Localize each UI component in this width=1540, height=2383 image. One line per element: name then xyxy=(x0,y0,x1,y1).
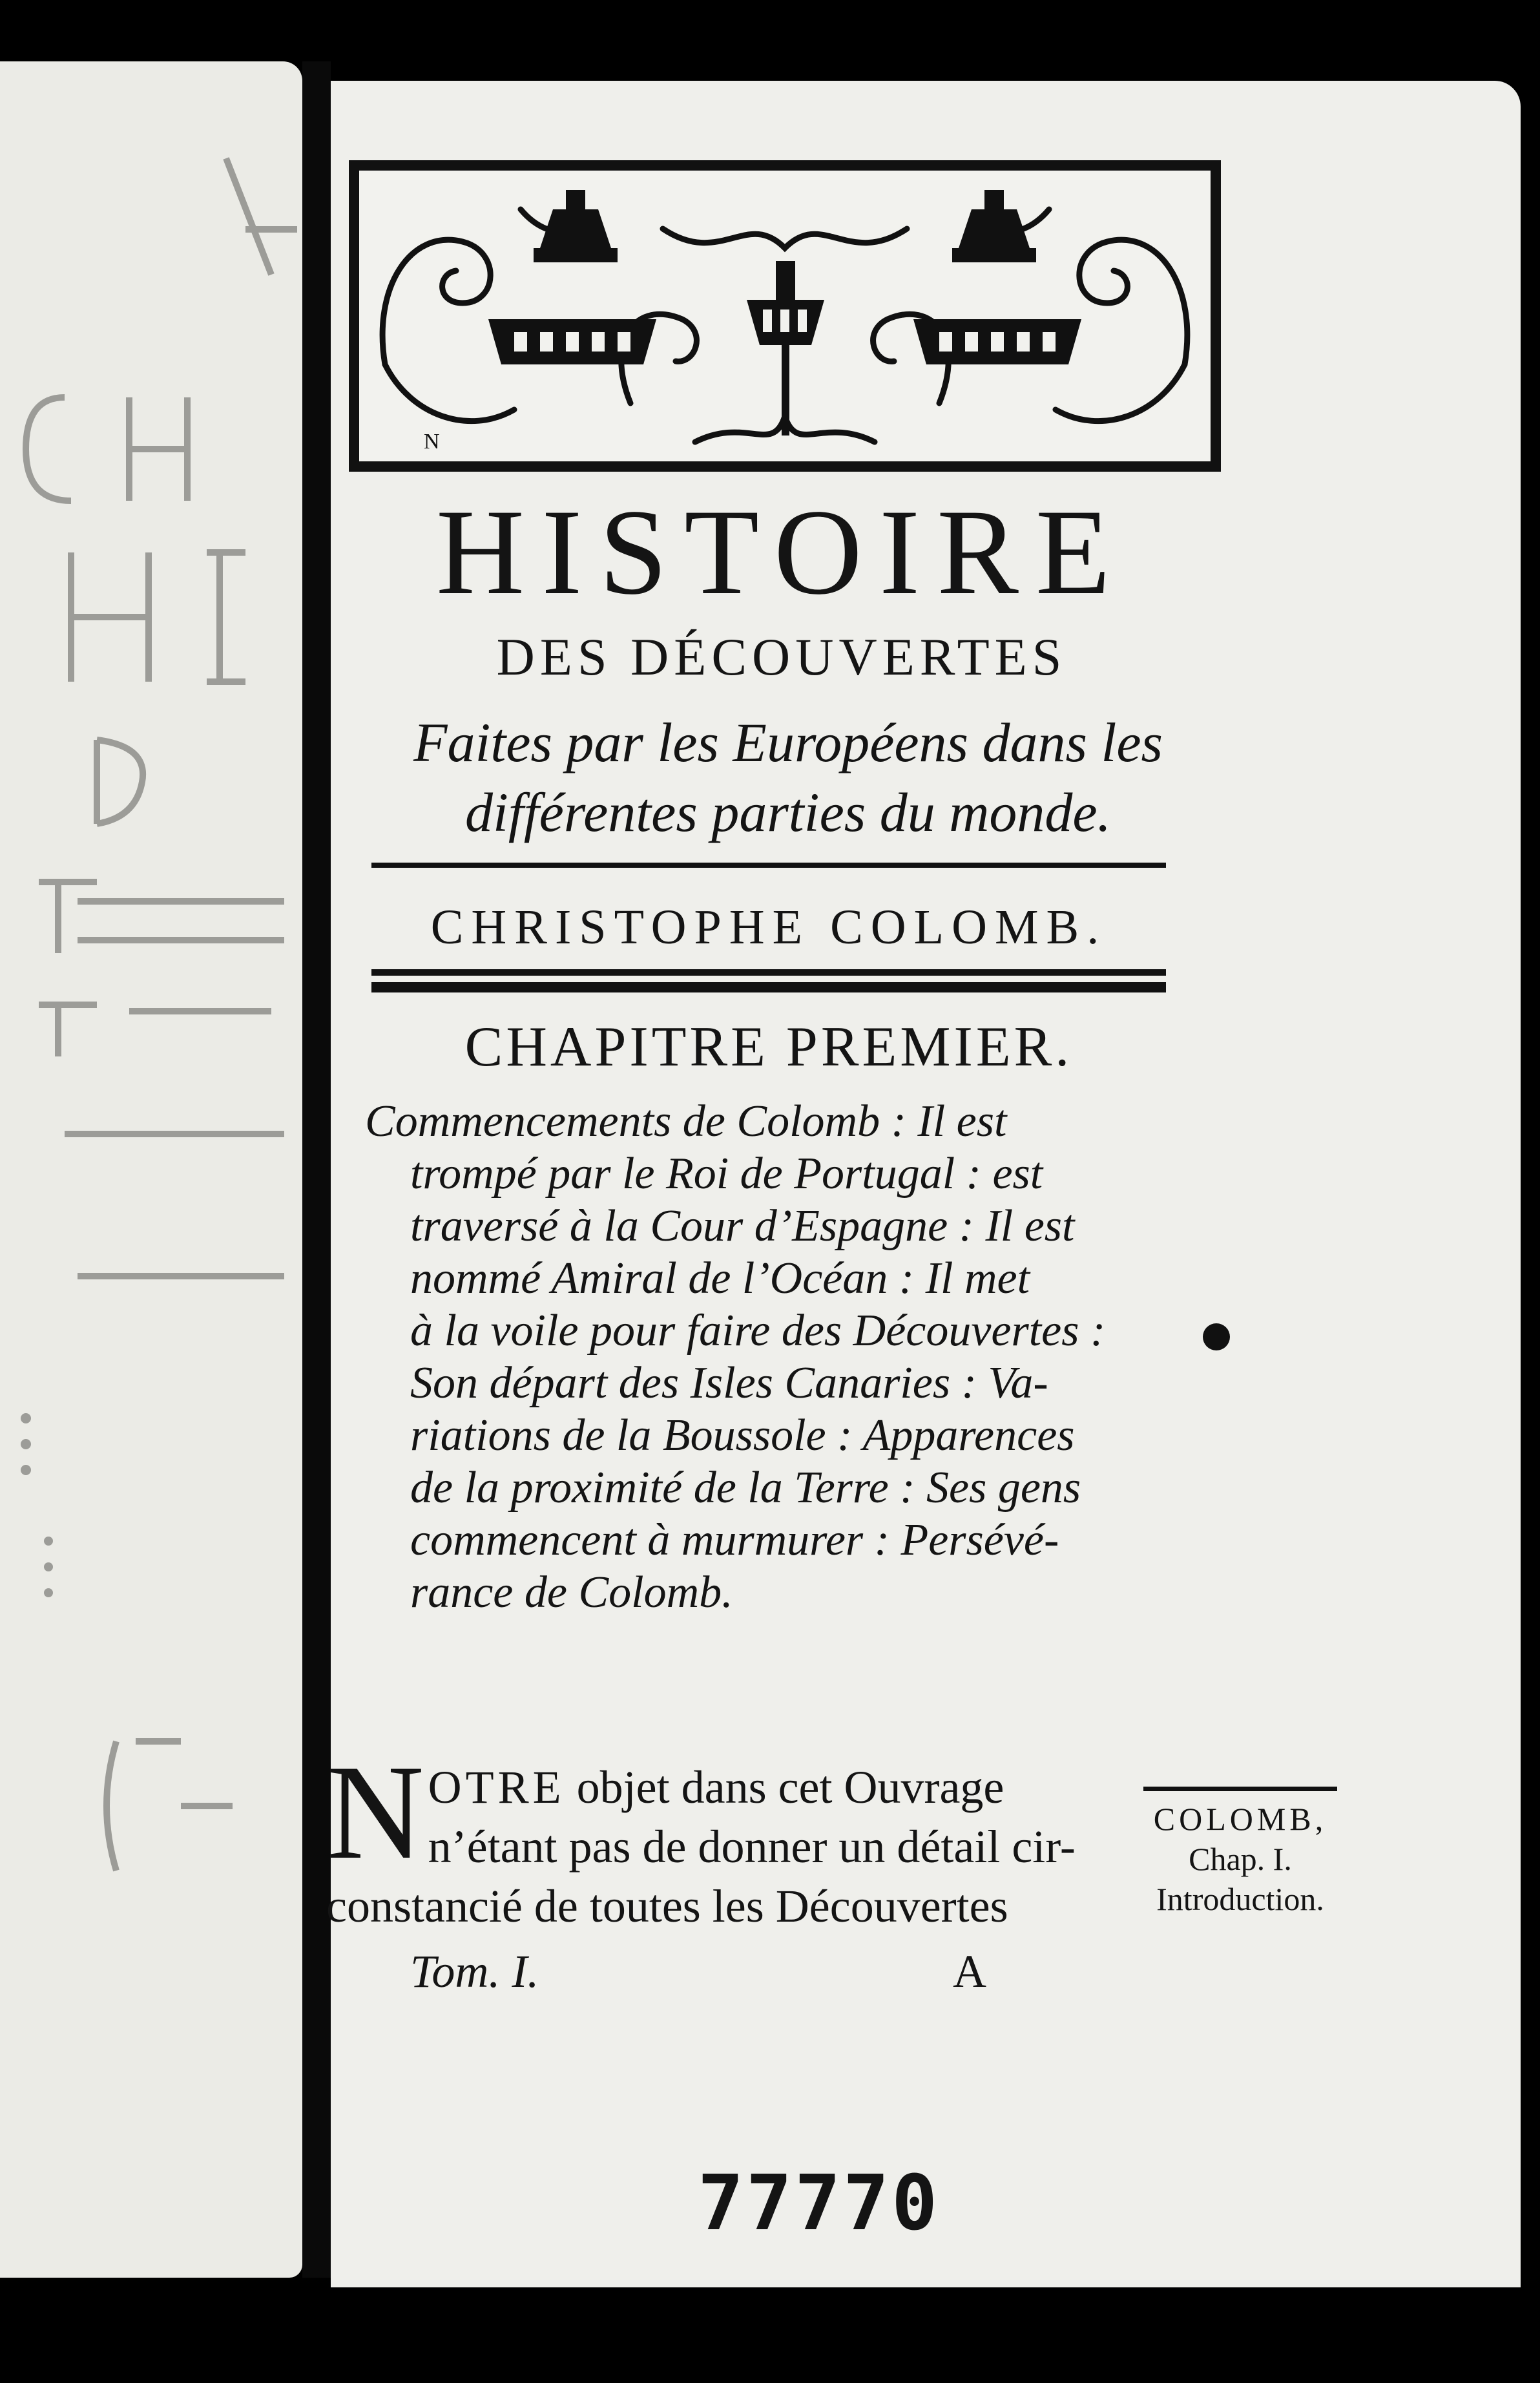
book-subtitle: DES DÉCOUVERTES xyxy=(496,627,1067,686)
left-facing-page xyxy=(0,61,302,2278)
rule-double-2 xyxy=(371,982,1166,992)
chapter-heading: CHAPITRE PREMIER. xyxy=(464,1016,1073,1078)
library-stamp-number: 77770 xyxy=(698,2158,941,2247)
rule-double-1 xyxy=(371,969,1166,976)
italic-subtitle-line-2: différentes parties du monde. xyxy=(464,781,1111,843)
ornamental-headpiece xyxy=(349,160,1221,472)
summary-line: riations de la Boussole : Apparences xyxy=(410,1411,1075,1460)
signature-mark: A xyxy=(953,1946,986,1997)
left-page-bleedthrough xyxy=(0,61,302,2278)
rule-top xyxy=(371,863,1166,868)
book-title: HISTOIRE xyxy=(435,485,1128,620)
summary-line: commencent à murmurer : Persévé- xyxy=(410,1515,1059,1565)
margin-note-line-2: Chap. I. xyxy=(1189,1841,1292,1877)
summary-line: Son départ des Isles Canaries : Va- xyxy=(410,1358,1048,1408)
summary-line: à la voile pour faire des Découvertes : xyxy=(410,1306,1106,1356)
margin-note-line-1: COLOMB, xyxy=(1153,1801,1327,1837)
body-smallcaps: OTRE xyxy=(428,1761,565,1813)
body-line-1-rest: objet dans cet Ouvrage xyxy=(565,1761,1004,1813)
body-line-3: constancié de toutes les Découvertes xyxy=(326,1880,1008,1932)
subject-name: CHRISTOPHE COLOMB. xyxy=(430,900,1107,954)
margin-note-rule xyxy=(1143,1787,1337,1791)
ornament-signature: N xyxy=(424,430,440,454)
body-line-2: n’étant pas de donner un détail cir- xyxy=(428,1821,1076,1873)
summary-line: traversé à la Cour d’Espagne : Il est xyxy=(410,1201,1075,1251)
body-text xyxy=(326,1737,1127,1936)
summary-line: de la proximité de la Terre : Ses gens xyxy=(410,1463,1081,1513)
summary-line: rance de Colomb. xyxy=(410,1568,733,1617)
volume-number: Tom. I. xyxy=(410,1946,539,1997)
book-italic-subtitle xyxy=(368,708,1208,847)
summary-line: Commencements de Colomb : Il est xyxy=(365,1097,1007,1146)
summary-line: nommé Amiral de l’Océan : Il met xyxy=(410,1254,1030,1303)
chapter-summary xyxy=(365,1095,1166,1619)
body-line-1 xyxy=(326,1758,1127,1817)
book-gutter xyxy=(302,61,331,2278)
italic-subtitle-line-1: Faites par les Européens dans les xyxy=(413,711,1163,773)
margin-note-line-3: Introduction. xyxy=(1156,1881,1324,1917)
ink-spot xyxy=(1203,1323,1230,1350)
drop-cap: N xyxy=(326,1737,424,1887)
summary-line: trompé par le Roi de Portugal : est xyxy=(410,1149,1043,1199)
margin-note xyxy=(1143,1787,1337,1919)
ornament-image xyxy=(359,171,1211,461)
